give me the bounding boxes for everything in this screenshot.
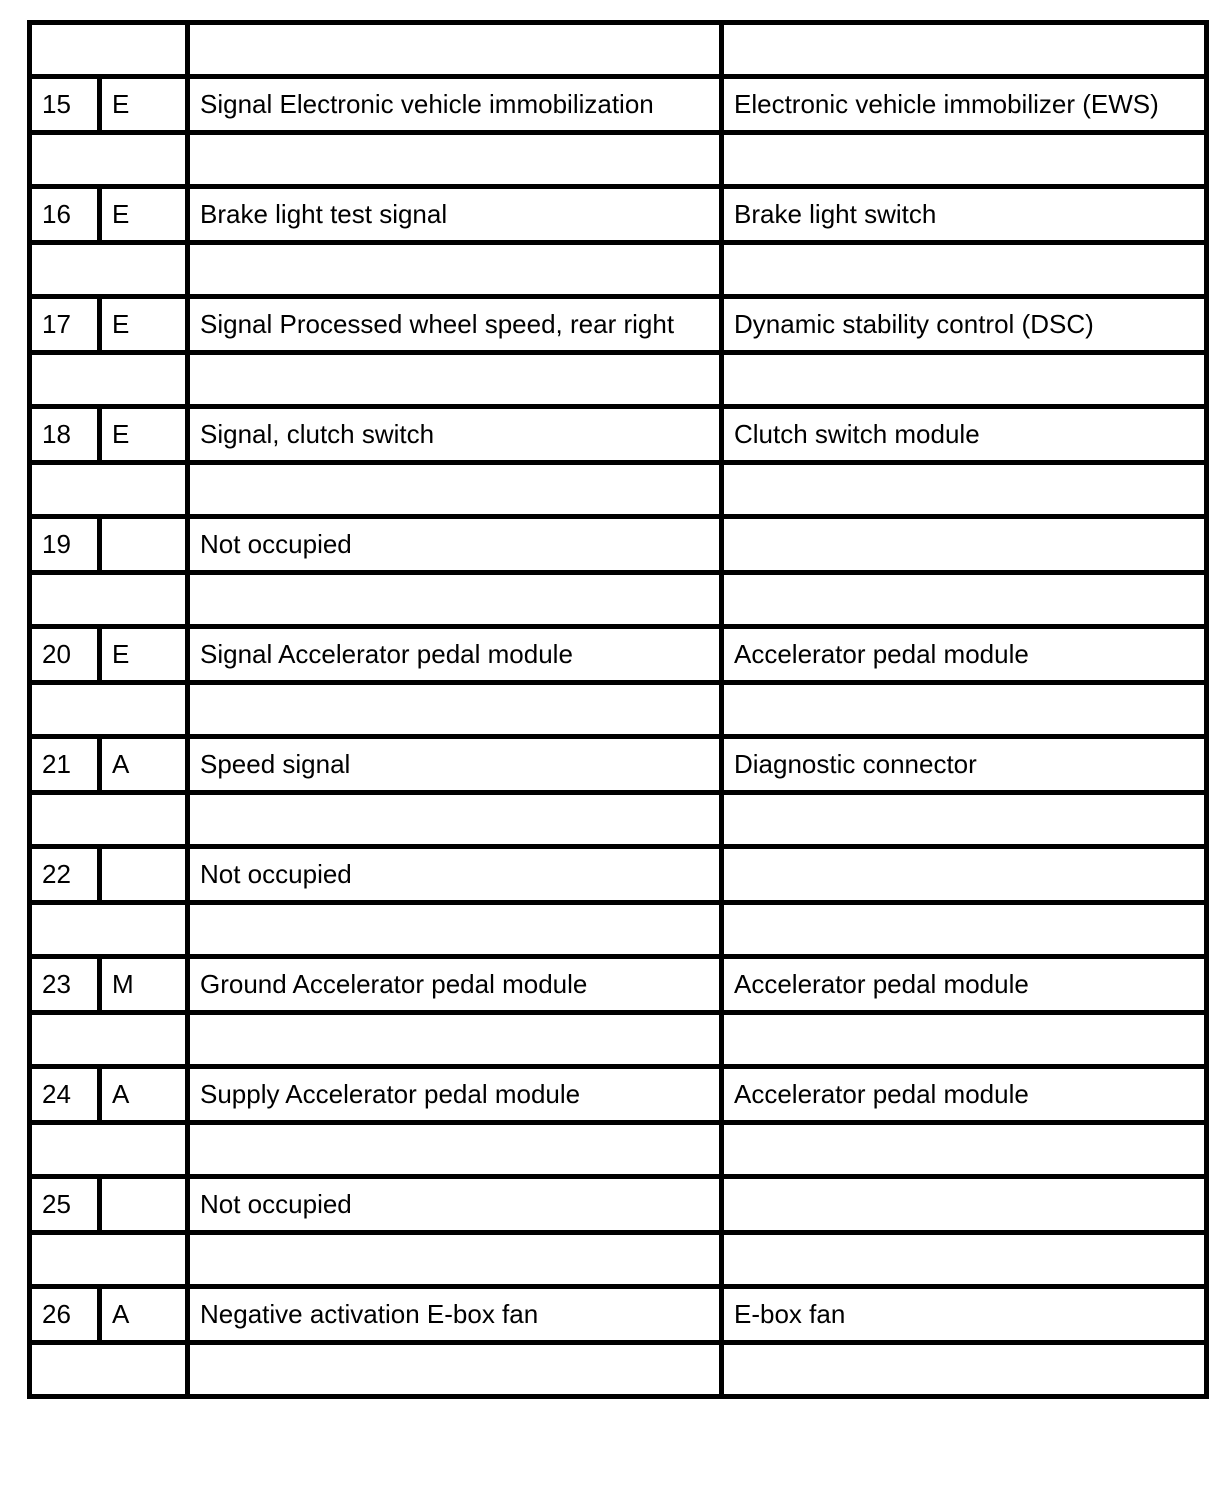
table-row <box>30 297 1207 353</box>
spacer-cell-signal <box>188 903 722 957</box>
spacer-row <box>30 793 1207 847</box>
spacer-cell-component <box>722 903 1207 957</box>
spacer-cell-pin <box>30 243 188 297</box>
table-row <box>30 187 1207 243</box>
table-row <box>30 847 1207 903</box>
spacer-cell-signal <box>188 243 722 297</box>
spacer-cell-component <box>722 243 1207 297</box>
spacer-cell-pin <box>30 23 188 77</box>
signal-description-cell: Brake light test signal <box>188 187 722 243</box>
table-row <box>30 1177 1207 1233</box>
spacer-cell-pin <box>30 133 188 187</box>
signal-description-cell: Negative activation E-box fan <box>188 1287 722 1343</box>
component-cell: Dynamic stability control (DSC) <box>722 297 1207 353</box>
spacer-row <box>30 23 1207 77</box>
spacer-cell-signal <box>188 23 722 77</box>
spacer-row <box>30 133 1207 187</box>
spacer-cell-signal <box>188 1013 722 1067</box>
spacer-cell-component <box>722 1233 1207 1287</box>
pin-number-cell: 23 <box>30 957 100 1013</box>
pin-number-cell: 19 <box>30 517 100 573</box>
table-row <box>30 517 1207 573</box>
spacer-cell-pin <box>30 1123 188 1177</box>
spacer-cell-pin <box>30 683 188 737</box>
spacer-row <box>30 463 1207 517</box>
pin-assignment-table <box>27 20 1209 1399</box>
spacer-cell-pin <box>30 353 188 407</box>
spacer-row <box>30 1343 1207 1397</box>
spacer-cell-component <box>722 1343 1207 1397</box>
component-cell: Accelerator pedal module <box>722 957 1207 1013</box>
signal-description-cell: Signal Processed wheel speed, rear right <box>188 297 722 353</box>
spacer-cell-pin <box>30 793 188 847</box>
component-cell: E-box fan <box>722 1287 1207 1343</box>
signal-type-cell: E <box>100 187 188 243</box>
pin-number-cell: 20 <box>30 627 100 683</box>
spacer-cell-pin <box>30 903 188 957</box>
table-row <box>30 77 1207 133</box>
component-cell <box>722 517 1207 573</box>
spacer-cell-signal <box>188 1123 722 1177</box>
signal-type-cell <box>100 1177 188 1233</box>
spacer-cell-signal <box>188 463 722 517</box>
signal-description-cell: Signal Electronic vehicle immobilization <box>188 77 722 133</box>
spacer-row <box>30 1013 1207 1067</box>
spacer-cell-component <box>722 1123 1207 1177</box>
component-cell: Clutch switch module <box>722 407 1207 463</box>
signal-type-cell: M <box>100 957 188 1013</box>
signal-description-cell: Not occupied <box>188 847 722 903</box>
spacer-row <box>30 243 1207 297</box>
table-row <box>30 407 1207 463</box>
component-cell: Diagnostic connector <box>722 737 1207 793</box>
component-cell: Electronic vehicle immobilizer (EWS) <box>722 77 1207 133</box>
spacer-cell-signal <box>188 353 722 407</box>
signal-description-cell: Not occupied <box>188 1177 722 1233</box>
spacer-cell-signal <box>188 573 722 627</box>
signal-type-cell: A <box>100 737 188 793</box>
spacer-cell-component <box>722 793 1207 847</box>
table-row <box>30 627 1207 683</box>
spacer-cell-component <box>722 683 1207 737</box>
signal-description-cell: Ground Accelerator pedal module <box>188 957 722 1013</box>
component-cell <box>722 1177 1207 1233</box>
pin-number-cell: 21 <box>30 737 100 793</box>
spacer-cell-component <box>722 133 1207 187</box>
spacer-cell-pin <box>30 463 188 517</box>
spacer-cell-signal <box>188 133 722 187</box>
pin-number-cell: 16 <box>30 187 100 243</box>
table-row <box>30 1287 1207 1343</box>
pin-number-cell: 18 <box>30 407 100 463</box>
pin-number-cell: 15 <box>30 77 100 133</box>
spacer-row <box>30 573 1207 627</box>
component-cell <box>722 847 1207 903</box>
signal-type-cell: E <box>100 407 188 463</box>
spacer-row <box>30 353 1207 407</box>
spacer-cell-signal <box>188 683 722 737</box>
pin-assignment-table-body <box>30 23 1207 1397</box>
spacer-row <box>30 683 1207 737</box>
spacer-cell-pin <box>30 573 188 627</box>
signal-type-cell <box>100 847 188 903</box>
spacer-row <box>30 1123 1207 1177</box>
pin-number-cell: 26 <box>30 1287 100 1343</box>
component-cell: Accelerator pedal module <box>722 1067 1207 1123</box>
pin-number-cell: 25 <box>30 1177 100 1233</box>
spacer-cell-signal <box>188 1343 722 1397</box>
signal-description-cell: Not occupied <box>188 517 722 573</box>
signal-description-cell: Signal Accelerator pedal module <box>188 627 722 683</box>
spacer-row <box>30 903 1207 957</box>
pin-number-cell: 22 <box>30 847 100 903</box>
signal-description-cell: Signal, clutch switch <box>188 407 722 463</box>
signal-description-cell: Speed signal <box>188 737 722 793</box>
component-cell: Accelerator pedal module <box>722 627 1207 683</box>
pin-number-cell: 24 <box>30 1067 100 1123</box>
spacer-cell-component <box>722 1013 1207 1067</box>
table-row <box>30 957 1207 1013</box>
spacer-cell-component <box>722 573 1207 627</box>
spacer-cell-pin <box>30 1233 188 1287</box>
signal-type-cell: A <box>100 1287 188 1343</box>
spacer-cell-pin <box>30 1013 188 1067</box>
signal-type-cell: A <box>100 1067 188 1123</box>
signal-type-cell: E <box>100 297 188 353</box>
signal-description-cell: Supply Accelerator pedal module <box>188 1067 722 1123</box>
spacer-cell-component <box>722 463 1207 517</box>
spacer-cell-signal <box>188 793 722 847</box>
pin-number-cell: 17 <box>30 297 100 353</box>
spacer-row <box>30 1233 1207 1287</box>
spacer-cell-component <box>722 23 1207 77</box>
spacer-cell-pin <box>30 1343 188 1397</box>
spacer-cell-component <box>722 353 1207 407</box>
signal-type-cell: E <box>100 627 188 683</box>
component-cell: Brake light switch <box>722 187 1207 243</box>
spacer-cell-signal <box>188 1233 722 1287</box>
signal-type-cell <box>100 517 188 573</box>
signal-type-cell: E <box>100 77 188 133</box>
table-row <box>30 737 1207 793</box>
table-row <box>30 1067 1207 1123</box>
